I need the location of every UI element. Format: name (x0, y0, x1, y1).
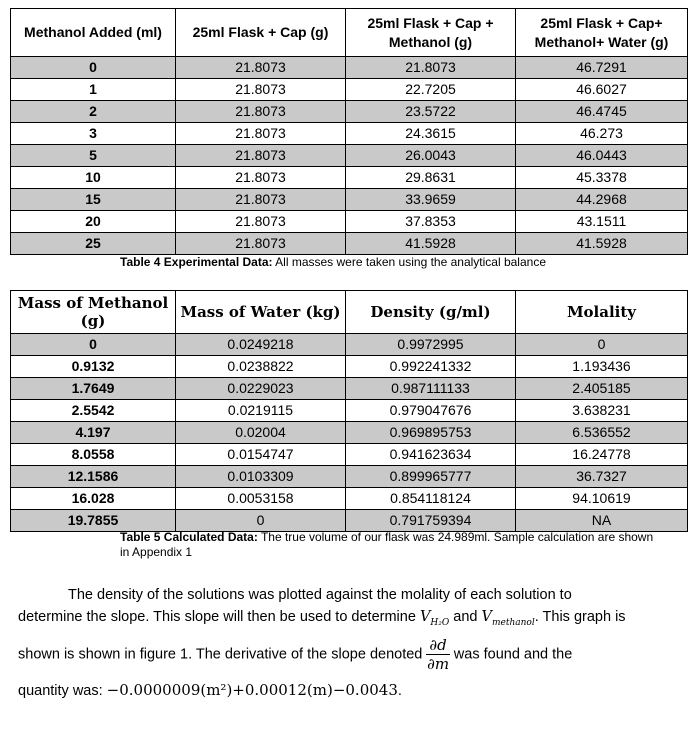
table-cell: 21.8073 (176, 145, 346, 167)
table-cell: 25 (11, 233, 176, 255)
table-row (11, 101, 688, 123)
column-header: 25ml Flask + Cap+ Methanol+ Water (g) (516, 9, 688, 57)
column-header: Mass of Methanol (g) (11, 291, 176, 334)
table-cell: 23.5722 (346, 101, 516, 123)
table-cell: 0 (11, 57, 176, 79)
table-cell: 21.8073 (176, 211, 346, 233)
table-cell: 21.8073 (176, 233, 346, 255)
table-cell: 21.8073 (176, 189, 346, 211)
subscript-methanol: methanol (492, 618, 535, 628)
table-cell: 8.0558 (11, 444, 176, 466)
table-cell: 21.8073 (176, 79, 346, 101)
v-water-symbol (419, 609, 450, 628)
caption-text: All masses were taken using the analytical balance (272, 255, 546, 269)
v-symbol: V (419, 609, 431, 625)
table-cell: 46.0443 (516, 145, 688, 167)
caption-label: Table 5 Calculated Data: (120, 530, 258, 544)
table-cell: 44.2968 (516, 189, 688, 211)
table-cell: 4.197 (11, 422, 176, 444)
table-cell: 41.5928 (346, 233, 516, 255)
paragraph-line-3 (18, 636, 572, 673)
table-cell: 20 (11, 211, 176, 233)
table5-caption (120, 530, 660, 560)
table-row (11, 211, 688, 233)
table-row (11, 378, 688, 400)
table-cell: 41.5928 (516, 233, 688, 255)
table-header-row (11, 291, 688, 334)
table-cell: 2.5542 (11, 400, 176, 422)
fraction-numerator: ∂d (426, 636, 449, 655)
column-header: Methanol Added (ml) (11, 9, 176, 57)
table-cell: 0.0103309 (176, 466, 346, 488)
table-header-row (11, 9, 688, 57)
paragraph-text: shown is shown in figure 1. The derivative of the slope denoted (18, 646, 427, 663)
table-row (11, 356, 688, 378)
table-cell: 46.273 (516, 123, 688, 145)
table-row (11, 488, 688, 510)
table-cell: 45.3378 (516, 167, 688, 189)
table-cell: 5 (11, 145, 176, 167)
table-cell: 2 (11, 101, 176, 123)
table-cell: 0.0249218 (176, 334, 346, 356)
v-methanol-symbol (481, 609, 535, 628)
paragraph-line-1: The density of the solutions was plotted against the molality of each solution to (68, 587, 572, 603)
paragraph-text: and (449, 609, 482, 625)
table-cell: 2.405185 (516, 378, 688, 400)
table-cell: 0.0053158 (176, 488, 346, 510)
table-cell: 16.028 (11, 488, 176, 510)
experimental-data-table (10, 8, 688, 255)
table-cell: 0.0154747 (176, 444, 346, 466)
table4-caption (120, 255, 680, 270)
table-cell: 0.0219115 (176, 400, 346, 422)
table-cell: 21.8073 (176, 167, 346, 189)
table-cell: 0.791759394 (346, 510, 516, 532)
table-cell: 21.8073 (176, 57, 346, 79)
table-cell: 0.0238822 (176, 356, 346, 378)
table-cell: 0.02004 (176, 422, 346, 444)
table-cell: 0.941623634 (346, 444, 516, 466)
column-header: Mass of Water (kg) (176, 291, 346, 334)
subscript-water: H₂O (430, 618, 450, 628)
table-row (11, 400, 688, 422)
table-cell: 0.854118124 (346, 488, 516, 510)
paragraph-line-4 (18, 681, 402, 700)
table-cell: 46.6027 (516, 79, 688, 101)
paragraph-text: quantity was: (18, 683, 107, 699)
table-cell: 33.9659 (346, 189, 516, 211)
table-cell: 24.3615 (346, 123, 516, 145)
column-header: 25ml Flask + Cap + Methanol (g) (346, 9, 516, 57)
table-row (11, 189, 688, 211)
caption-text: The true volume of our flask was 24.989ml. Sample calculation are shown in Appendix 1 (120, 530, 654, 559)
calculated-data-table (10, 290, 688, 532)
table-cell: 94.10619 (516, 488, 688, 510)
table-cell: 0.969895753 (346, 422, 516, 444)
column-header: 25ml Flask + Cap (g) (176, 9, 346, 57)
table-cell: 21.8073 (176, 101, 346, 123)
table-cell: 46.4745 (516, 101, 688, 123)
table-cell: 3.638231 (516, 400, 688, 422)
table-cell: 1 (11, 79, 176, 101)
table-row (11, 57, 688, 79)
paragraph-text: was found and the (449, 646, 573, 663)
table-cell: 0.9972995 (346, 334, 516, 356)
table-row (11, 167, 688, 189)
table-cell: 22.7205 (346, 79, 516, 101)
table-cell: 0.979047676 (346, 400, 516, 422)
table-cell: 0.899965777 (346, 466, 516, 488)
table-row (11, 145, 688, 167)
paragraph-line-2 (18, 608, 626, 632)
table-row (11, 510, 688, 532)
table-row (11, 233, 688, 255)
partial-derivative-fraction (426, 636, 449, 673)
caption-label: Table 4 Experimental Data: (120, 255, 273, 269)
table-cell: 29.8631 (346, 167, 516, 189)
table-row (11, 334, 688, 356)
table-cell: 0 (176, 510, 346, 532)
table-row (11, 444, 688, 466)
derivative-equation: −0.0000009(m²)+0.00012(m)−0.0043 (106, 681, 398, 699)
table-cell: 21.8073 (176, 123, 346, 145)
v-symbol: V (481, 609, 492, 625)
table-row (11, 79, 688, 101)
table-cell: 37.8353 (346, 211, 516, 233)
table-cell: 12.1586 (11, 466, 176, 488)
fraction-denominator: ∂m (427, 655, 450, 673)
table-cell: 1.7649 (11, 378, 176, 400)
table-row (11, 422, 688, 444)
table-cell: 21.8073 (346, 57, 516, 79)
table-cell: 43.1511 (516, 211, 688, 233)
table-cell: 3 (11, 123, 176, 145)
table-cell: NA (516, 510, 688, 532)
table-cell: 6.536552 (516, 422, 688, 444)
table-cell: 0 (516, 334, 688, 356)
table-row (11, 466, 688, 488)
table-cell: 26.0043 (346, 145, 516, 167)
table-cell: 16.24778 (516, 444, 688, 466)
column-header: Density (g/ml) (346, 291, 516, 334)
table-cell: 0 (11, 334, 176, 356)
table-cell: 15 (11, 189, 176, 211)
table-cell: 1.193436 (516, 356, 688, 378)
table-row (11, 123, 688, 145)
table-cell: 36.7327 (516, 466, 688, 488)
paragraph-text: . This graph is (534, 609, 626, 625)
table-cell: 0.992241332 (346, 356, 516, 378)
table-cell: 10 (11, 167, 176, 189)
paragraph-text: determine the slope. This slope will then be used to determine (18, 609, 420, 625)
table-cell: 0.987111133 (346, 378, 516, 400)
column-header: Molality (516, 291, 688, 334)
table-cell: 0.0229023 (176, 378, 346, 400)
table-cell: 46.7291 (516, 57, 688, 79)
table-cell: 19.7855 (11, 510, 176, 532)
paragraph-text: . (397, 683, 402, 699)
table-cell: 0.9132 (11, 356, 176, 378)
